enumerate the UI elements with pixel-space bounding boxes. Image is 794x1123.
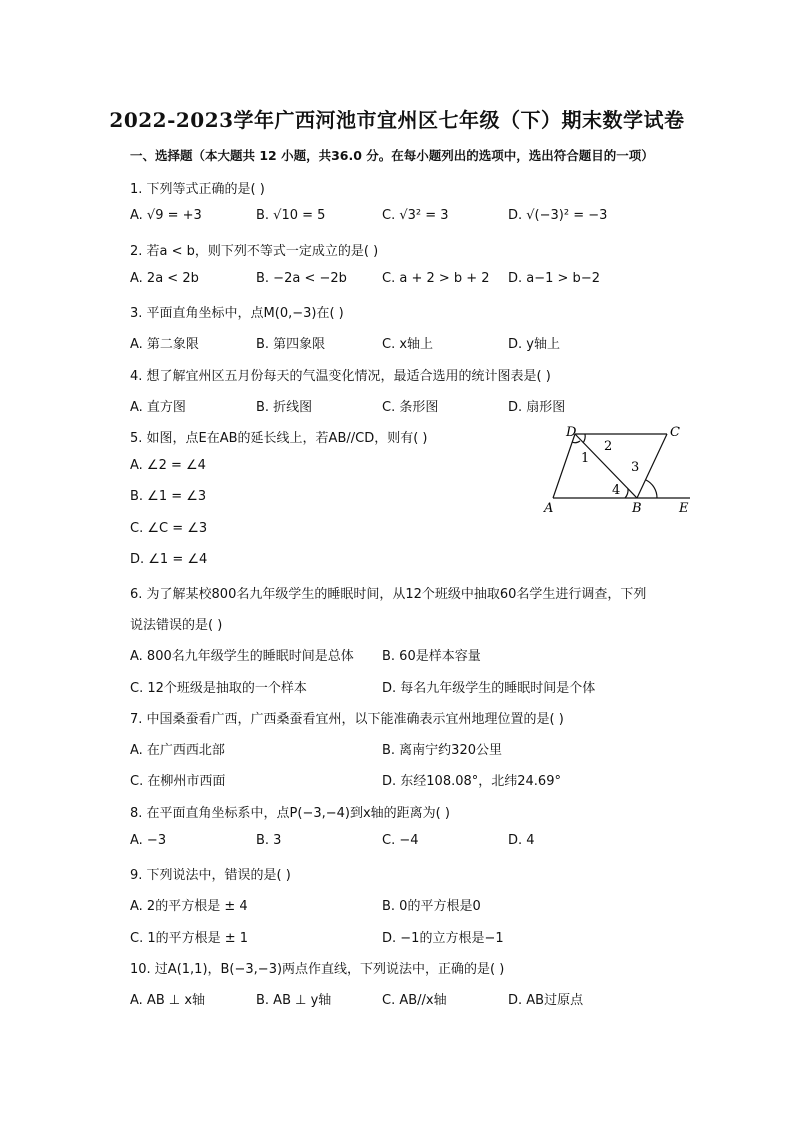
q4-option-c: C. 条形图 [382, 400, 439, 415]
section-heading: 一、选择题（本大题共 12 小题，共36.0 分。在每小题列出的选项中，选出符合题目的一项） [130, 148, 654, 163]
q2-option-b: B. −2a < −2b [256, 271, 347, 286]
question-2-stem: 2. 若a < b，则下列不等式一定成立的是( ) [130, 244, 379, 259]
q1-option-a: A. √9 = +3 [130, 208, 202, 223]
q8-option-c: C. −4 [382, 833, 419, 848]
point-label-b: B [632, 501, 642, 516]
q6-option-a: A. 800名九年级学生的睡眠时间是总体 [130, 649, 354, 664]
q7-option-c: C. 在柳州市西面 [130, 774, 226, 789]
q2-option-a: A. 2a < 2b [130, 271, 199, 286]
point-label-d: D [566, 425, 577, 440]
q10-option-a: A. AB ⊥ x轴 [130, 993, 206, 1008]
point-label-a: A [544, 501, 554, 516]
q8-option-b: B. 3 [256, 833, 282, 848]
question-7-stem: 7. 中国桑蚕看广西，广西桑蚕看宜州，以下能准确表示宜州地理位置的是( ) [130, 712, 564, 727]
q8-option-a: A. −3 [130, 833, 167, 848]
angle-arc-3 [646, 480, 657, 498]
question-10-stem: 10. 过A(1,1)，B(−3,−3)两点作直线，下列说法中，正确的是( ) [130, 962, 505, 977]
q3-option-c: C. x轴上 [382, 337, 434, 352]
q4-option-b: B. 折线图 [256, 400, 313, 415]
question-6-stem: 6. 为了解某校800名九年级学生的睡眠时间，从12个班级中抽取60名学生进行调查，下列 [130, 587, 647, 602]
q10-option-c: C. AB//x轴 [382, 993, 447, 1008]
q2-option-c: C. a + 2 > b + 2 [382, 271, 490, 286]
q3-option-d: D. y轴上 [508, 337, 560, 352]
q7-option-a: A. 在广西西北部 [130, 743, 225, 758]
question-1-stem: 1. 下列等式正确的是( ) [130, 182, 265, 197]
q9-option-b: B. 0的平方根是0 [382, 899, 481, 914]
q5-option-a: A. ∠2 = ∠4 [130, 458, 206, 473]
q9-option-c: C. 1的平方根是 ± 1 [130, 931, 249, 946]
angle-label-4: 4 [612, 483, 621, 498]
q3-option-a: A. 第二象限 [130, 337, 199, 352]
q4-option-d: D. 扇形图 [508, 400, 566, 415]
q5-option-b: B. ∠1 = ∠3 [130, 489, 207, 504]
q10-option-b: B. AB ⊥ y轴 [256, 993, 332, 1008]
q9-option-a: A. 2的平方根是 ± 4 [130, 899, 248, 914]
q1-option-b: B. √10 = 5 [256, 208, 326, 223]
q7-option-b: B. 离南宁约320公里 [382, 743, 502, 758]
question-5-stem: 5. 如图，点E在AB的延长线上，若AB//CD，则有( ) [130, 431, 428, 446]
question-9-stem: 9. 下列说法中，错误的是( ) [130, 868, 291, 883]
point-label-c: C [670, 425, 680, 440]
q6-option-c: C. 12个班级是抽取的一个样本 [130, 681, 307, 696]
q5-option-c: C. ∠C = ∠3 [130, 521, 208, 536]
q8-option-d: D. 4 [508, 833, 535, 848]
angle-arc-4 [625, 489, 628, 498]
q3-option-b: B. 第四象限 [256, 337, 326, 352]
point-label-e: E [679, 501, 689, 516]
q1-option-d: D. √(−3)² = −3 [508, 208, 608, 223]
q2-option-d: D. a−1 > b−2 [508, 271, 600, 286]
q9-option-d: D. −1的立方根是−1 [382, 931, 504, 946]
angle-label-3: 3 [631, 460, 640, 475]
q1-option-c: C. √3² = 3 [382, 208, 449, 223]
q6-option-b: B. 60是样本容量 [382, 649, 481, 664]
question-6-stem-cont: 说法错误的是( ) [130, 618, 223, 633]
exam-title: 2022-2023学年广西河池市宜州区七年级（下）期末数学试卷 [109, 108, 685, 132]
q10-option-d: D. AB过原点 [508, 993, 584, 1008]
angle-label-2: 2 [604, 439, 613, 454]
q4-option-a: A. 直方图 [130, 400, 186, 415]
q6-option-d: D. 每名九年级学生的睡眠时间是个体 [382, 681, 596, 696]
angle-arc-1 [572, 441, 580, 443]
question-4-stem: 4. 想了解宜州区五月份每天的气温变化情况，最适合选用的统计图表是( ) [130, 369, 551, 384]
q7-option-d: D. 东经108.08°，北纬24.69° [382, 774, 561, 789]
line-bc [637, 434, 667, 498]
angle-label-1: 1 [581, 451, 590, 466]
question-8-stem: 8. 在平面直角坐标系中，点P(−3,−4)到x轴的距离为( ) [130, 806, 450, 821]
question-3-stem: 3. 平面直角坐标中，点M(0,−3)在( ) [130, 306, 344, 321]
angle-arc-2 [583, 434, 585, 443]
line-ad [553, 434, 575, 498]
q5-geometry-figure [540, 420, 700, 520]
q5-option-d: D. ∠1 = ∠4 [130, 552, 208, 567]
